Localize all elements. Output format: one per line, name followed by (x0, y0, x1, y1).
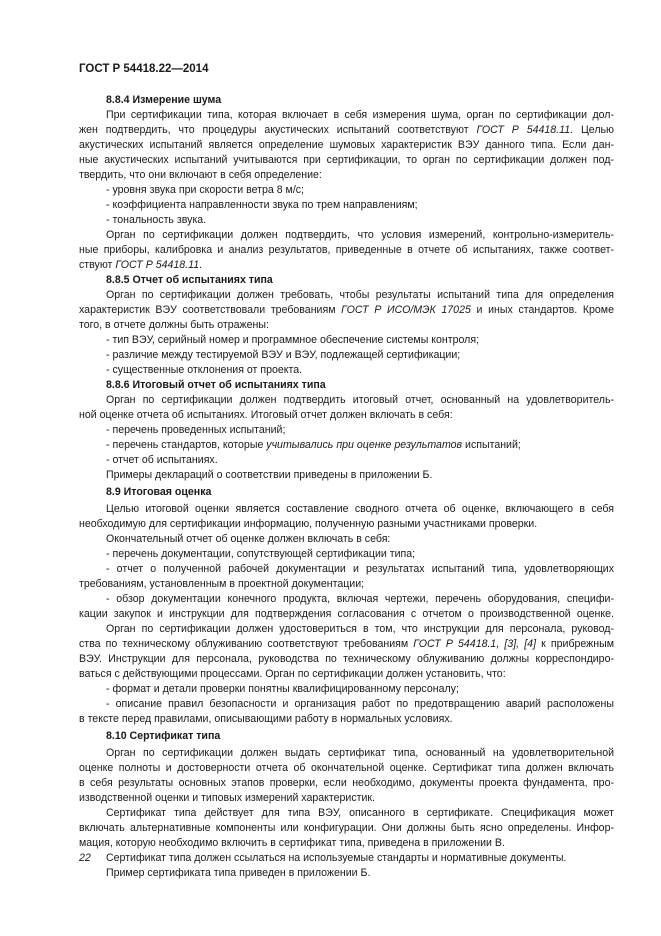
text-line: ствуют ГОСТ Р 54418.11. (79, 259, 203, 271)
text-line: включать альтернативные компоненты или конфигурации. Они должны быть ясно определены. Инфор- (79, 822, 614, 834)
text-line: ваться с действующими процессами. Орган по сертификации должен установить, что: (79, 668, 506, 680)
text-line: - перечень стандартов, которые учитывались при оценке результатов испытаний; (106, 439, 521, 451)
section-heading: 8.8.6 Итоговый отчет об испытаниях типа (106, 379, 326, 391)
text-line: - тональность звука. (106, 214, 207, 226)
section-heading: 8.9 Итоговая оценка (106, 486, 212, 498)
text-line: - формат и детали проверки понятны квалифицированному персоналу; (106, 683, 459, 695)
text-line: кации закупок и инструкции для подтверждения согласования с отчетом о производственной оценке. (79, 608, 614, 620)
text-line: Орган по сертификации должен выдать сертификат типа, основанный на удовлетворительной (106, 747, 614, 759)
text-line: ные акустических испытаний учитываются при сертификации, то орган по сертификации должен под- (79, 154, 614, 166)
text-line: Орган по сертификации должен требовать, чтобы результаты испытаний типа для определения (106, 289, 614, 301)
text-line: Целью итоговой оценки является составление сводного отчета об оценке, включающего в себя (106, 503, 614, 515)
text-line: в себя результаты основных этапов проверки, если необходимо, документы проекта фундамента, про- (79, 777, 614, 789)
text-line: - коэффициента направленности звука по трем направлениям; (106, 199, 418, 211)
page-number: 22 (79, 852, 91, 864)
text-line: того, в отчете должны быть отражены: (79, 319, 269, 331)
text-line: жен подтвердить, что процедуры акустических испытаний соответствуют ГОСТ Р 54418.11. Целью (79, 124, 614, 136)
document-header: ГОСТ Р 54418.22—2014 (79, 63, 209, 75)
text-line: Орган по сертификации должен удостовериться в том, что инструкции для персонала, руковод- (106, 623, 614, 635)
text-line: твердить, что они включают в себя определение: (79, 169, 322, 181)
text-line: акустических испытаний является определение шумовых характеристик ВЭУ данного типа. Если дан- (79, 139, 614, 151)
text-line: Пример сертификата типа приведен в приложении Б. (106, 867, 371, 879)
text-line: требованиям, установленным в проектной документации; (79, 578, 365, 590)
text-line: Сертификат типа действует для типа ВЭУ, описанного в сертификате. Спецификация может (106, 807, 614, 819)
text-line: необходимую для сертификации информацию, полученную разными участниками проверки. (79, 518, 538, 530)
text-line: мация, которую необходимо включить в сертификат типа, приведена в приложении В. (79, 837, 505, 849)
text-line: - описание правил безопасности и организация работ по предотвращению аварий расположены (106, 698, 614, 710)
text-line: Орган по сертификации должен подтвердить, что условия измерений, контрольно-измеритель- (106, 229, 614, 241)
text-line: характеристик ВЭУ соответствовали требованиям ГОСТ Р ИСО/МЭК 17025 и иных стандартов. Кроме (79, 304, 614, 316)
text-line: ВЭУ. Инструкции для персонала, руководства по техническому облуживанию должны корреспондиро- (79, 653, 614, 665)
section-heading: 8.8.4 Измерение шума (106, 94, 222, 106)
text-line: Окончательный отчет об оценке должен включать в себя: (106, 533, 391, 545)
section-heading: 8.8.5 Отчет об испытаниях типа (106, 274, 273, 286)
text-line: в тексте перед правилами, описывающими работу в нормальных условиях. (79, 713, 453, 725)
text-line: ства по техническому облуживанию соответствуют требованиям ГОСТ Р 54418.1, [3], [4] к прибрежным (79, 638, 614, 650)
text-line: Орган по сертификации должен подтвердить итоговый отчет, основанный на удовлетворитель- (106, 394, 614, 406)
text-line: При сертификации типа, которая включает в себя измерения шума, орган по сертификации дол- (106, 109, 614, 121)
text-line: - обзор документации конечного продукта, включая чертежи, перечень оборудования, специфи- (106, 593, 614, 605)
text-line: оценке полноты и достоверности отчета об окончательной оценке. Сертификат типа должен включать (79, 762, 614, 774)
text-line: - различие между тестируемой ВЭУ и ВЭУ, подлежащей сертификации; (106, 349, 461, 361)
text-line: - существенные отклонения от проекта. (106, 364, 303, 376)
section-heading: 8.10 Сертификат типа (106, 730, 221, 742)
text-line: - отчет об испытаниях. (106, 454, 218, 466)
text-line: - перечень документации, сопутствующей сертификации типа; (106, 548, 416, 560)
text-line: Примеры деклараций о соответствии приведены в приложении Б. (106, 469, 433, 481)
text-line: - тип ВЭУ, серийный номер и программное обеспечение системы контроля; (106, 334, 480, 346)
text-line: ные приборы, калибровка и анализ результатов, приведенные в отчете об испытаниях, также соответ- (79, 244, 614, 256)
text-line: ной оценке отчета об испытаниях. Итоговый отчет должен включать в себя: (79, 409, 453, 421)
text-line: изводственной оценки и типовых измерений характеристик. (79, 792, 375, 804)
text-line: Сертификат типа должен ссылаться на используемые стандарты и нормативные документы. (106, 852, 567, 864)
text-line: - уровня звука при скорости ветра 8 м/с; (106, 184, 304, 196)
text-line: - перечень проведенных испытаний; (106, 424, 286, 436)
text-line: - отчет о полученной рабочей документации и результатах испытаний типа, удовлетворяющих (106, 563, 614, 575)
